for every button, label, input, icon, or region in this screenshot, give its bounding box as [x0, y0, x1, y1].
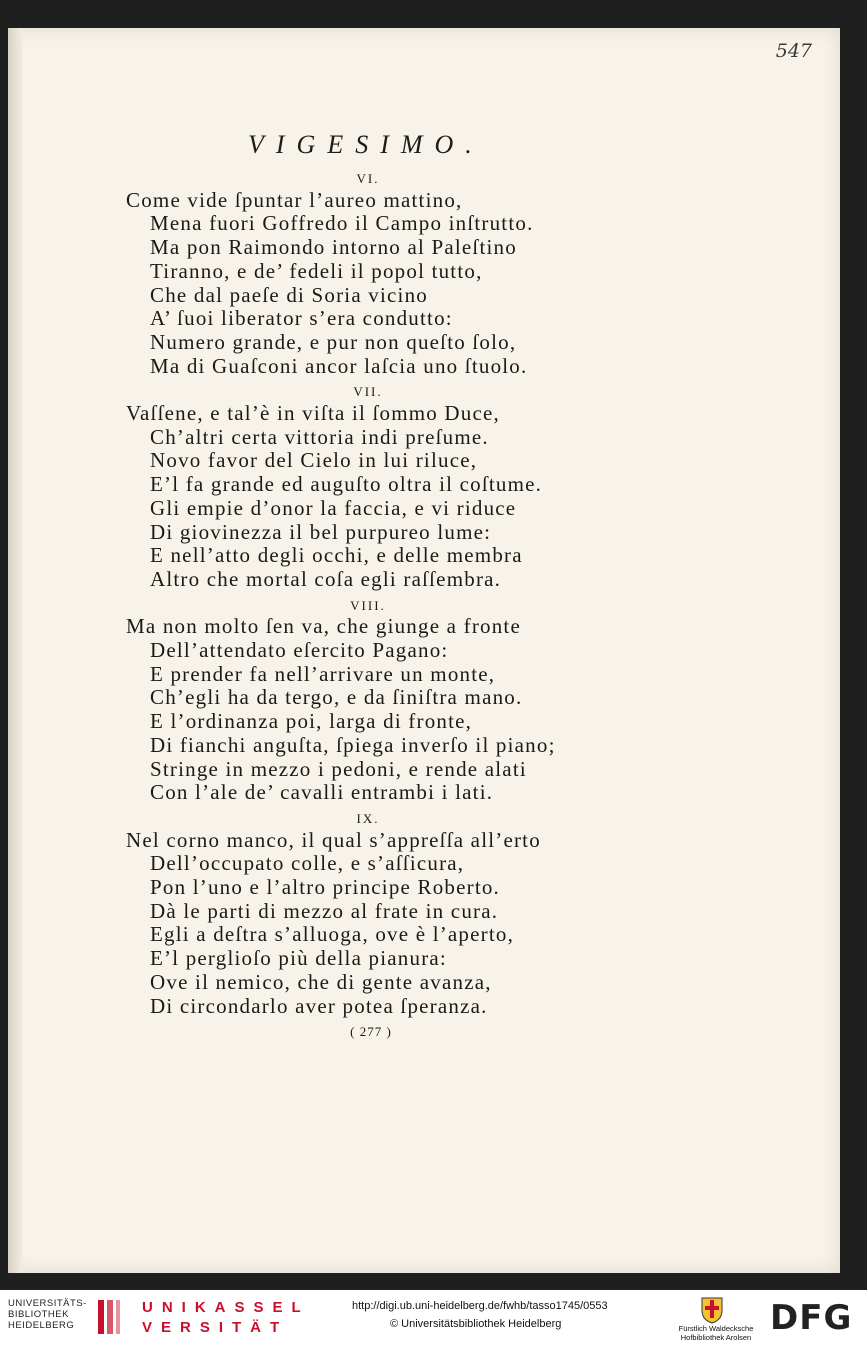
- stanza-number: IX.: [356, 810, 380, 826]
- verse-line: Dà le parti di mezzo al frate in cura.: [150, 898, 499, 923]
- ub-logo-line: UNIVERSITÄTS-: [8, 1298, 87, 1309]
- arolsen-crest-icon: [700, 1294, 724, 1324]
- verse-line: A’ ſuoi liberator s’era condutto:: [150, 306, 453, 331]
- verse-line: Pon l’uno e l’altro principe Roberto.: [150, 875, 500, 900]
- uni-kassel-logo[interactable]: [142, 1298, 310, 1338]
- verse-line: Gli empie d’onor la faccia, e vi riduce: [150, 495, 517, 520]
- verse-line: Che dal paeſe di Soria vicino: [150, 282, 428, 307]
- verse-line: Ma non molto ſen va, che giunge a fronte: [126, 614, 521, 639]
- verse-line: Di circondarlo aver potea ſperanza.: [150, 993, 488, 1018]
- kassel-line: UNIKASSEL: [142, 1299, 310, 1316]
- verse-line: Egli a deſtra s’alluoga, ove è l’aperto,: [150, 922, 515, 947]
- verse-line: Altro che mortal coſa egli raſſembra.: [150, 566, 502, 591]
- verse-line: Ma di Guaſconi ancor laſcia uno ſtuolo.: [150, 353, 528, 378]
- arolsen-line: Fürstlich Waldecksche: [678, 1324, 754, 1333]
- verse-line: Vaſſene, e tal’è in viſta il ſommo Duce,: [126, 401, 500, 425]
- stanza-number: VIII.: [350, 597, 386, 613]
- verse-line: E nell’atto degli occhi, e delle membra: [150, 543, 523, 568]
- verse-line: Nel corno manco, il qual s’appreſſa all’erto: [126, 827, 541, 852]
- verse-line: Dell’occupato colle, e s’aſſicura,: [150, 851, 465, 876]
- copyright-notice: © Universitätsbibliothek Heidelberg: [390, 1318, 562, 1330]
- running-head: VIGESIMO.: [248, 130, 484, 159]
- stanza: [126, 805, 626, 1018]
- verse-line: Di fianchi anguſta, ſpiega inverſo il piano;: [150, 732, 556, 757]
- ub-logo-line: BIBLIOTHEK: [8, 1309, 69, 1320]
- verse-line: Dell’attendato eſercito Pagano:: [150, 638, 449, 663]
- verse-line: E l’ordinanza poi, larga di fronte,: [150, 709, 473, 734]
- folio-number: ( 277 ): [350, 1024, 392, 1040]
- verse-line: E prender fa nell’arrivare un monte,: [150, 661, 496, 686]
- stanza: [126, 592, 626, 805]
- dfg-logo[interactable]: DFG: [770, 1298, 853, 1338]
- ub-logo-line: HEIDELBERG: [8, 1320, 75, 1331]
- verse-line: Ove il nemico, che di gente avanza,: [150, 969, 492, 994]
- stanza-number: VI.: [356, 171, 380, 186]
- verse-line: E’l perglioſo più della pianura:: [150, 946, 447, 971]
- verse-line: Tiranno, e de’ fedeli il popol tutto,: [150, 258, 483, 283]
- stanza-number: VII.: [353, 384, 383, 400]
- stanza: [126, 378, 626, 591]
- page-gutter: [8, 28, 22, 1273]
- verse-line: Ch’egli ha da tergo, e da ſiniſtra mano.: [150, 685, 523, 710]
- verse-line: Ma pon Raimondo intorno al Paleſtino: [150, 235, 517, 260]
- ub-heidelberg-logo[interactable]: [8, 1298, 94, 1331]
- verse-line: Ch’altri certa vittoria indi preſume.: [150, 424, 489, 449]
- verse-line: Con l’ale de’ cavalli entrambi i lati.: [150, 780, 494, 805]
- poem-text: [126, 165, 626, 1044]
- footer-bar: [0, 1290, 867, 1347]
- arolsen-line: Hofbibliothek Arolsen: [680, 1333, 752, 1342]
- verse-line: Come vide ſpuntar l’aureo mattino,: [126, 187, 463, 212]
- handwritten-page-number: 547: [775, 40, 812, 62]
- stanza: [126, 165, 626, 378]
- verse-line: E’l fa grande ed auguſto oltra il coſtume.: [150, 472, 543, 497]
- verse-line: Numero grande, e pur non queſto ſolo,: [150, 329, 517, 354]
- arolsen-library-label: [668, 1324, 764, 1342]
- verse-line: Mena fuori Goffredo il Campo inſtrutto.: [150, 211, 534, 236]
- verse-line: Di giovinezza il bel purpureo lume:: [150, 519, 492, 544]
- kassel-line: VERSITÄT: [142, 1319, 289, 1336]
- permalink-url[interactable]: http://digi.ub.uni-heidelberg.de/fwhb/tasso1745/0553: [352, 1300, 608, 1312]
- verse-line: Novo favor del Cielo in lui riluce,: [150, 448, 478, 473]
- verse-line: Stringe in mezzo i pedoni, e rende alati: [150, 756, 527, 781]
- ub-heidelberg-mark-icon: [96, 1296, 122, 1338]
